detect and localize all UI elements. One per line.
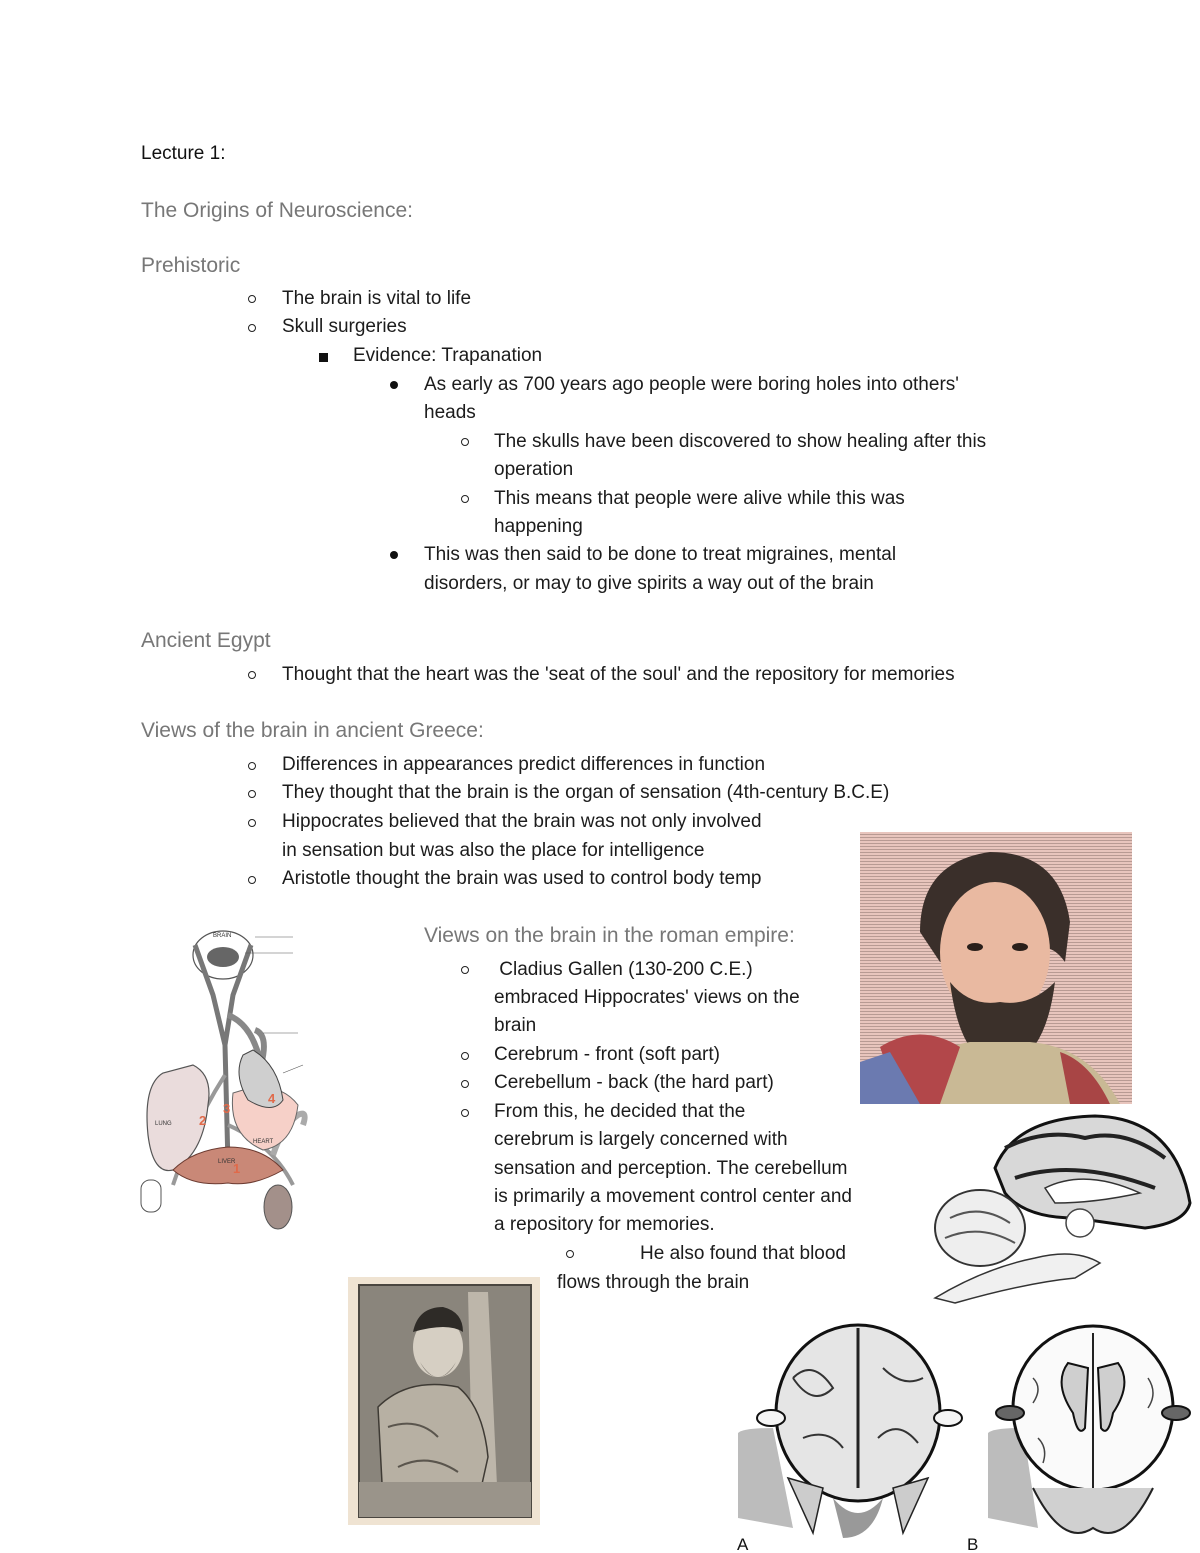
diagram-label: LIVER bbox=[218, 1159, 236, 1165]
list-item: He also found that blood bbox=[640, 1243, 846, 1264]
diagram-label: LUNG bbox=[155, 1121, 172, 1127]
hollow-bullet-icon bbox=[248, 762, 256, 770]
list-item: Cladius Gallen (130-200 C.E.) bbox=[494, 959, 753, 980]
svg-text:2: 2 bbox=[199, 1113, 207, 1128]
hollow-bullet-icon bbox=[248, 876, 256, 884]
hollow-bullet-icon bbox=[248, 671, 256, 679]
square-bullet-icon bbox=[319, 353, 328, 362]
list-item: Evidence: Trapanation bbox=[353, 345, 543, 366]
list-item-continuation: heads bbox=[424, 402, 476, 423]
list-item: Differences in appearances predict differences in function bbox=[282, 754, 766, 775]
list-item: Aristotle thought the brain was used to control body temp bbox=[282, 868, 762, 889]
list-item: This was then said to be done to treat migraines, mental bbox=[424, 544, 897, 565]
hollow-bullet-icon bbox=[461, 495, 469, 503]
svg-text:4: 4 bbox=[268, 1091, 276, 1106]
section-heading-greece: Views of the brain in ancient Greece: bbox=[141, 719, 484, 742]
list-item: The skulls have been discovered to show healing after this bbox=[494, 431, 987, 452]
list-item-continuation: operation bbox=[494, 459, 574, 480]
svg-text:3: 3 bbox=[223, 1101, 231, 1116]
hollow-bullet-icon bbox=[461, 1109, 469, 1117]
list-item-continuation: happening bbox=[494, 516, 583, 537]
section-heading-egypt: Ancient Egypt bbox=[141, 629, 271, 652]
section-heading-prehistoric: Prehistoric bbox=[141, 254, 241, 277]
list-item: Thought that the heart was the 'seat of the soul' and the repository for memories bbox=[282, 664, 955, 685]
list-item-continuation: brain bbox=[494, 1015, 537, 1036]
document-title: Lecture 1: bbox=[141, 143, 226, 164]
filled-bullet-icon bbox=[390, 551, 398, 559]
list-item: As early as 700 years ago people were boring holes into others' bbox=[424, 374, 959, 395]
list-item: This means that people were alive while this was bbox=[494, 488, 905, 509]
hollow-bullet-icon bbox=[461, 1080, 469, 1088]
section-heading-rome: Views on the brain in the roman empire: bbox=[424, 924, 795, 947]
vesalius-portrait-image bbox=[348, 1277, 540, 1525]
document-subtitle: The Origins of Neuroscience: bbox=[141, 199, 413, 222]
list-item: The brain is vital to life bbox=[282, 288, 472, 309]
list-item: Skull surgeries bbox=[282, 316, 407, 337]
svg-text:1: 1 bbox=[233, 1161, 241, 1176]
list-item-continuation: disorders, or may to give spirits a way out of the brain bbox=[424, 573, 874, 594]
figure-label-a: A bbox=[737, 1535, 749, 1553]
hollow-bullet-icon bbox=[248, 295, 256, 303]
brain-dissection-figure bbox=[733, 1318, 1200, 1553]
figure-label-b: B bbox=[967, 1535, 979, 1553]
anatomy-diagram-figure bbox=[133, 925, 343, 1237]
filled-bullet-icon bbox=[390, 381, 398, 389]
list-item-continuation: sensation and perception. The cerebellum bbox=[494, 1158, 848, 1179]
diagram-label: BRAIN bbox=[213, 933, 232, 939]
list-item: Cerebrum - front (soft part) bbox=[494, 1044, 720, 1065]
list-item: From this, he decided that the bbox=[494, 1101, 746, 1122]
sagittal-brain-drawing bbox=[925, 1108, 1200, 1306]
hollow-bullet-icon bbox=[248, 324, 256, 332]
list-item-continuation: cerebrum is largely concerned with bbox=[494, 1129, 788, 1150]
diagram-label: HEART bbox=[253, 1139, 274, 1145]
hollow-bullet-icon bbox=[461, 1052, 469, 1060]
list-item: They thought that the brain is the organ of sensation (4th-century B.C.E) bbox=[282, 782, 890, 803]
hollow-bullet-icon bbox=[248, 819, 256, 827]
list-item: Cerebellum - back (the hard part) bbox=[494, 1072, 774, 1093]
list-item-continuation: flows through the brain bbox=[557, 1272, 750, 1293]
hollow-bullet-icon bbox=[461, 438, 469, 446]
list-item-continuation: a repository for memories. bbox=[494, 1214, 715, 1235]
list-item-continuation: is primarily a movement control center and bbox=[494, 1186, 852, 1207]
list-item: Hippocrates believed that the brain was not only involved bbox=[282, 811, 762, 832]
list-item-continuation: embraced Hippocrates' views on the bbox=[494, 987, 800, 1008]
list-item-continuation: in sensation but was also the place for intelligence bbox=[282, 840, 705, 861]
hollow-bullet-icon bbox=[566, 1250, 574, 1258]
hollow-bullet-icon bbox=[248, 790, 256, 798]
hollow-bullet-icon bbox=[461, 966, 469, 974]
galen-portrait-image bbox=[860, 832, 1132, 1104]
